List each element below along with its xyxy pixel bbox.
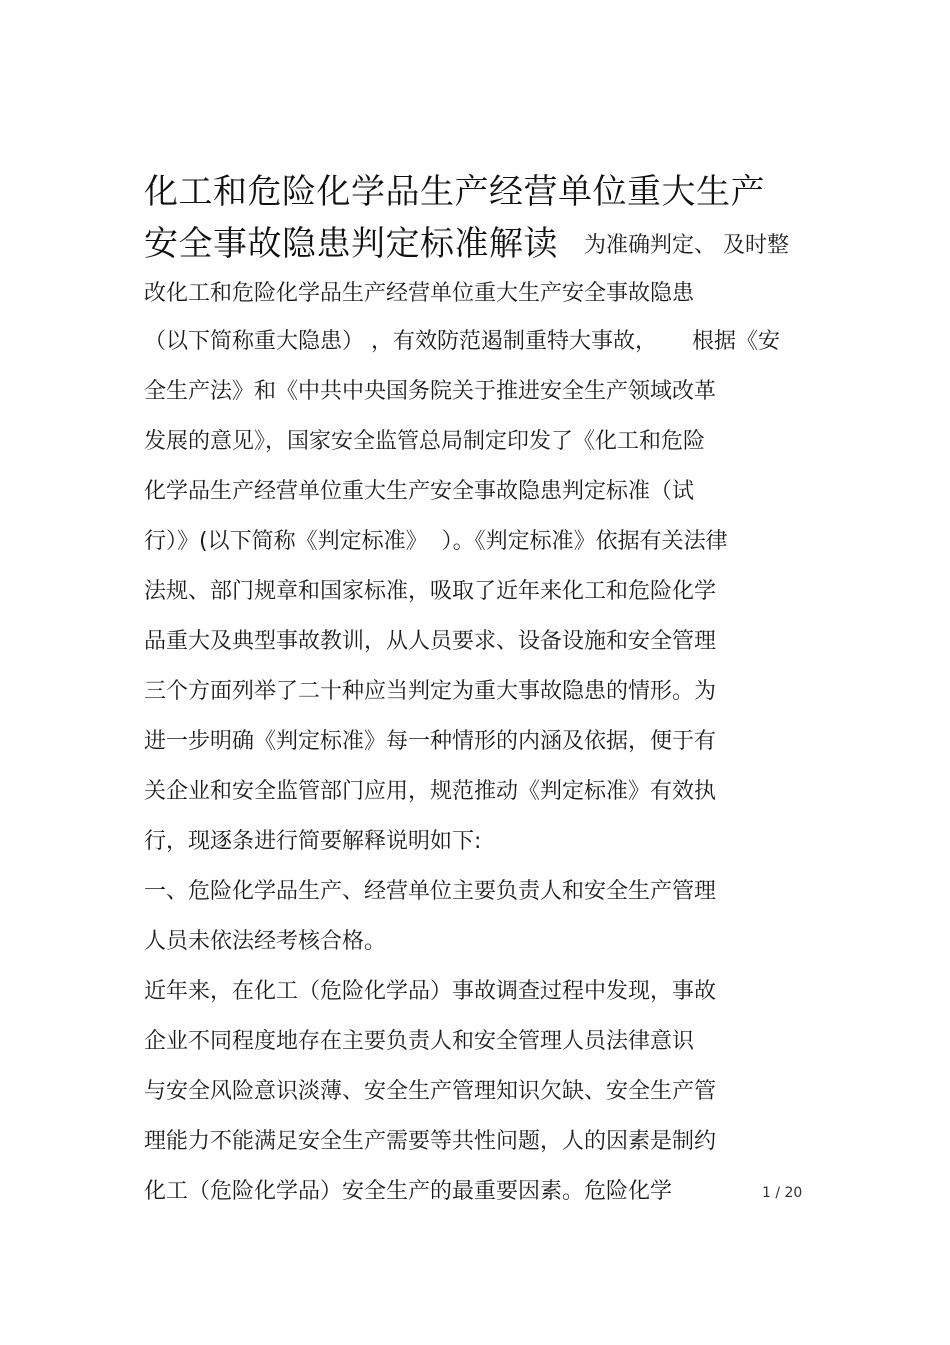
body-line-17: 与安全风险意识淡薄、安全生产管理知识欠缺、安全生产管 xyxy=(144,1079,717,1104)
section-heading-1: 一、危险化学品生产、经营单位主要负责人和安全生产管理 xyxy=(144,879,717,904)
body-line-19: 化工（危险化学品）安全生产的最重要因素。危险化学 xyxy=(144,1179,673,1204)
body-line-15: 近年来，在化工（危险化学品）事故调查过程中发现，事故 xyxy=(144,979,717,1004)
body-line-12: 行，现逐条进行简要解释说明如下: xyxy=(144,829,482,854)
page-number: 1 / 20 xyxy=(762,1185,803,1201)
body-line-1: 改化工和危险化学品生产经营单位重大生产安全事故隐患 xyxy=(144,281,695,306)
body-line-4: 发展的意见》，国家安全监管总局制定印发了《化工和危险 xyxy=(144,429,706,454)
body-line-11: 关企业和安全监管部门应用，规范推动《判定标准》有效执 xyxy=(144,779,717,804)
body-line-9: 三个方面列举了二十种应当判定为重大事故隐患的情形。为 xyxy=(144,679,717,704)
body-line-18: 理能力不能满足安全生产需要等共性问题，人的因素是制约 xyxy=(144,1129,717,1154)
body-line-3: 全生产法》和《中共中央国务院关于推进安全生产领域改革 xyxy=(144,379,717,404)
body-line-8: 品重大及典型事故教训，从人员要求、设备设施和安全管理 xyxy=(144,629,717,654)
body-line-10: 进一步明确《判定标准》每一种情形的内涵及依据，便于有 xyxy=(144,729,717,754)
body-line-16: 企业不同程度地存在主要负责人和安全管理人员法律意识 xyxy=(144,1029,695,1054)
intro-leading-text: 为准确判定、 及时整 xyxy=(584,233,789,258)
body-line-7: 法规、部门规章和国家标准，吸取了近年来化工和危险化学 xyxy=(144,579,717,604)
document-title-line-2: 安全事故隐患判定标准解读 xyxy=(144,224,558,264)
body-line-5: 化学品生产经营单位重大生产安全事故隐患判定标准（试 xyxy=(144,479,695,504)
body-line-2: （以下简称重大隐患） ，有效防范遏制重特大事故， 根据《安 xyxy=(144,329,780,354)
body-line-6: 行）》(以下简称《判定标准》 ）。《判定标准》依据有关法律 xyxy=(144,529,728,554)
section-heading-1-cont: 人员未依法经考核合格。 xyxy=(144,929,387,954)
document-title-line-1: 化工和危险化学品生产经营单位重大生产 xyxy=(144,172,765,212)
